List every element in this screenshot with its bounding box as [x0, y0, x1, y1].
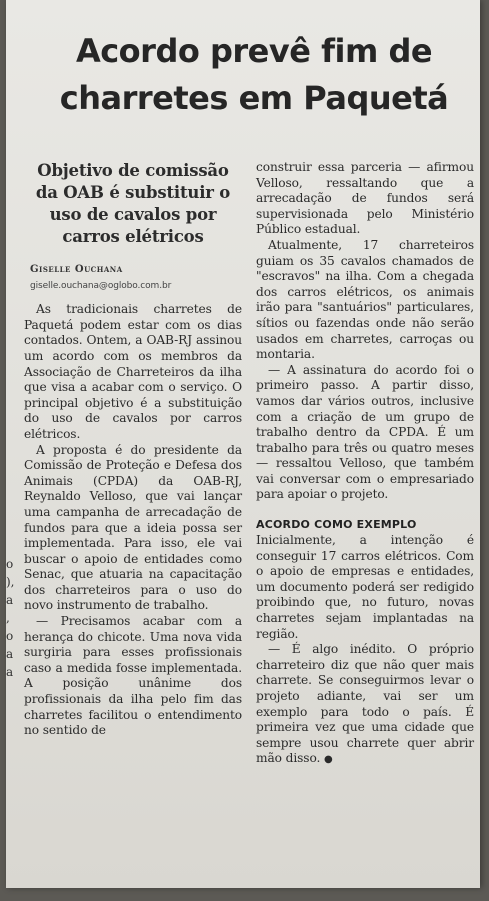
edge-fragment: o: [6, 629, 14, 643]
edge-fragment: o: [6, 557, 14, 571]
edge-fragment: ,: [6, 611, 10, 625]
article-headline: Acordo prevê fim de charretes em Paquetá: [59, 32, 449, 117]
adjacent-column-fragments: [6, 555, 14, 681]
paragraph: Atualmente, 17 charreteiros guiam os 35 cavalos chamados de "escravos" na ilha. Com a chegada dos carros elétricos, os animais irão para "santuários" particulares, sítios ou fazendas onde não serão usados em charretes, carroças ou montaria.: [256, 237, 474, 362]
right-column: [256, 160, 474, 768]
newspaper-page: [6, 0, 480, 888]
paragraph: A proposta é do presidente da Comissão de Proteção e Defesa dos Animais (CPDA) da OAB-RJ, Reynaldo Velloso, que vai lançar uma campanha de arrecadação de fundos para que a ideia possa ser implementada. Para isso, ele vai buscar o apoio de entidades como Senac, que atuaria na capacitação dos charreteiros para o uso do novo instrumento de trabalho.: [24, 442, 242, 613]
edge-fragment: a: [6, 647, 14, 661]
byline-email: giselle.ouchana@oglobo.com.br: [30, 280, 172, 291]
article-subhead: Objetivo de comissão da OAB é substituir o uso de cavalos por carros elétricos: [35, 161, 231, 246]
section-title: ACORDO COMO EXEMPLO: [256, 518, 417, 532]
paragraph: construir essa parceria — afirmou Velloso, ressaltando que a arrecadação de fundos será supervisionada pelo Ministério Público estadual.: [256, 160, 474, 237]
paragraph: — A assinatura do acordo foi o primeiro passo. A partir disso, vamos dar vários outros, inclusive com a criação de um grupo de trabalho dentro da CPDA. É um trabalho para três ou quatro meses — ressaltou Velloso, que também vai conversar com o empresariado para apoiar o projeto.: [256, 362, 474, 502]
paragraph: Inicialmente, a intenção é conseguir 17 carros elétricos. Com o apoio de empresas e entidades, um documento poderá ser redigido proibindo que, no futuro, novas charretes sejam implantadas na região.: [256, 533, 474, 641]
paragraph-text: — É algo inédito. O próprio charreteiro diz que não quer mais charrete. Se conseguirmos levar o projeto adiante, vai ser um exemplo para todo o país. É primeira vez que uma cidade que sempre usou charrete quer abrir mão disso.: [256, 642, 474, 766]
paragraph: — Precisamos acabar com a herança do chicote. Uma nova vida surgiria para esses profissionais caso a medida fosse implementada. A posição unânime dos profissionais da ilha pelo fim das charretes facilitou o entendimento no sentido de: [24, 614, 242, 738]
edge-fragment: a: [6, 665, 14, 679]
left-column: [24, 160, 242, 739]
end-mark-icon: ●: [324, 754, 333, 766]
byline-author: Giselle Ouchana: [30, 264, 123, 275]
edge-fragment: ),: [6, 575, 15, 589]
paragraph: [256, 642, 474, 768]
edge-fragment: a: [6, 593, 14, 607]
paragraph: As tradicionais charretes de Paquetá podem estar com os dias contados. Ontem, a OAB-RJ assinou um acordo com os membros da Associação de Charreteiros da ilha que visa a acabar com o serviço. O principal objetivo é a substituição do uso de cavalos por carros elétricos.: [24, 302, 242, 441]
